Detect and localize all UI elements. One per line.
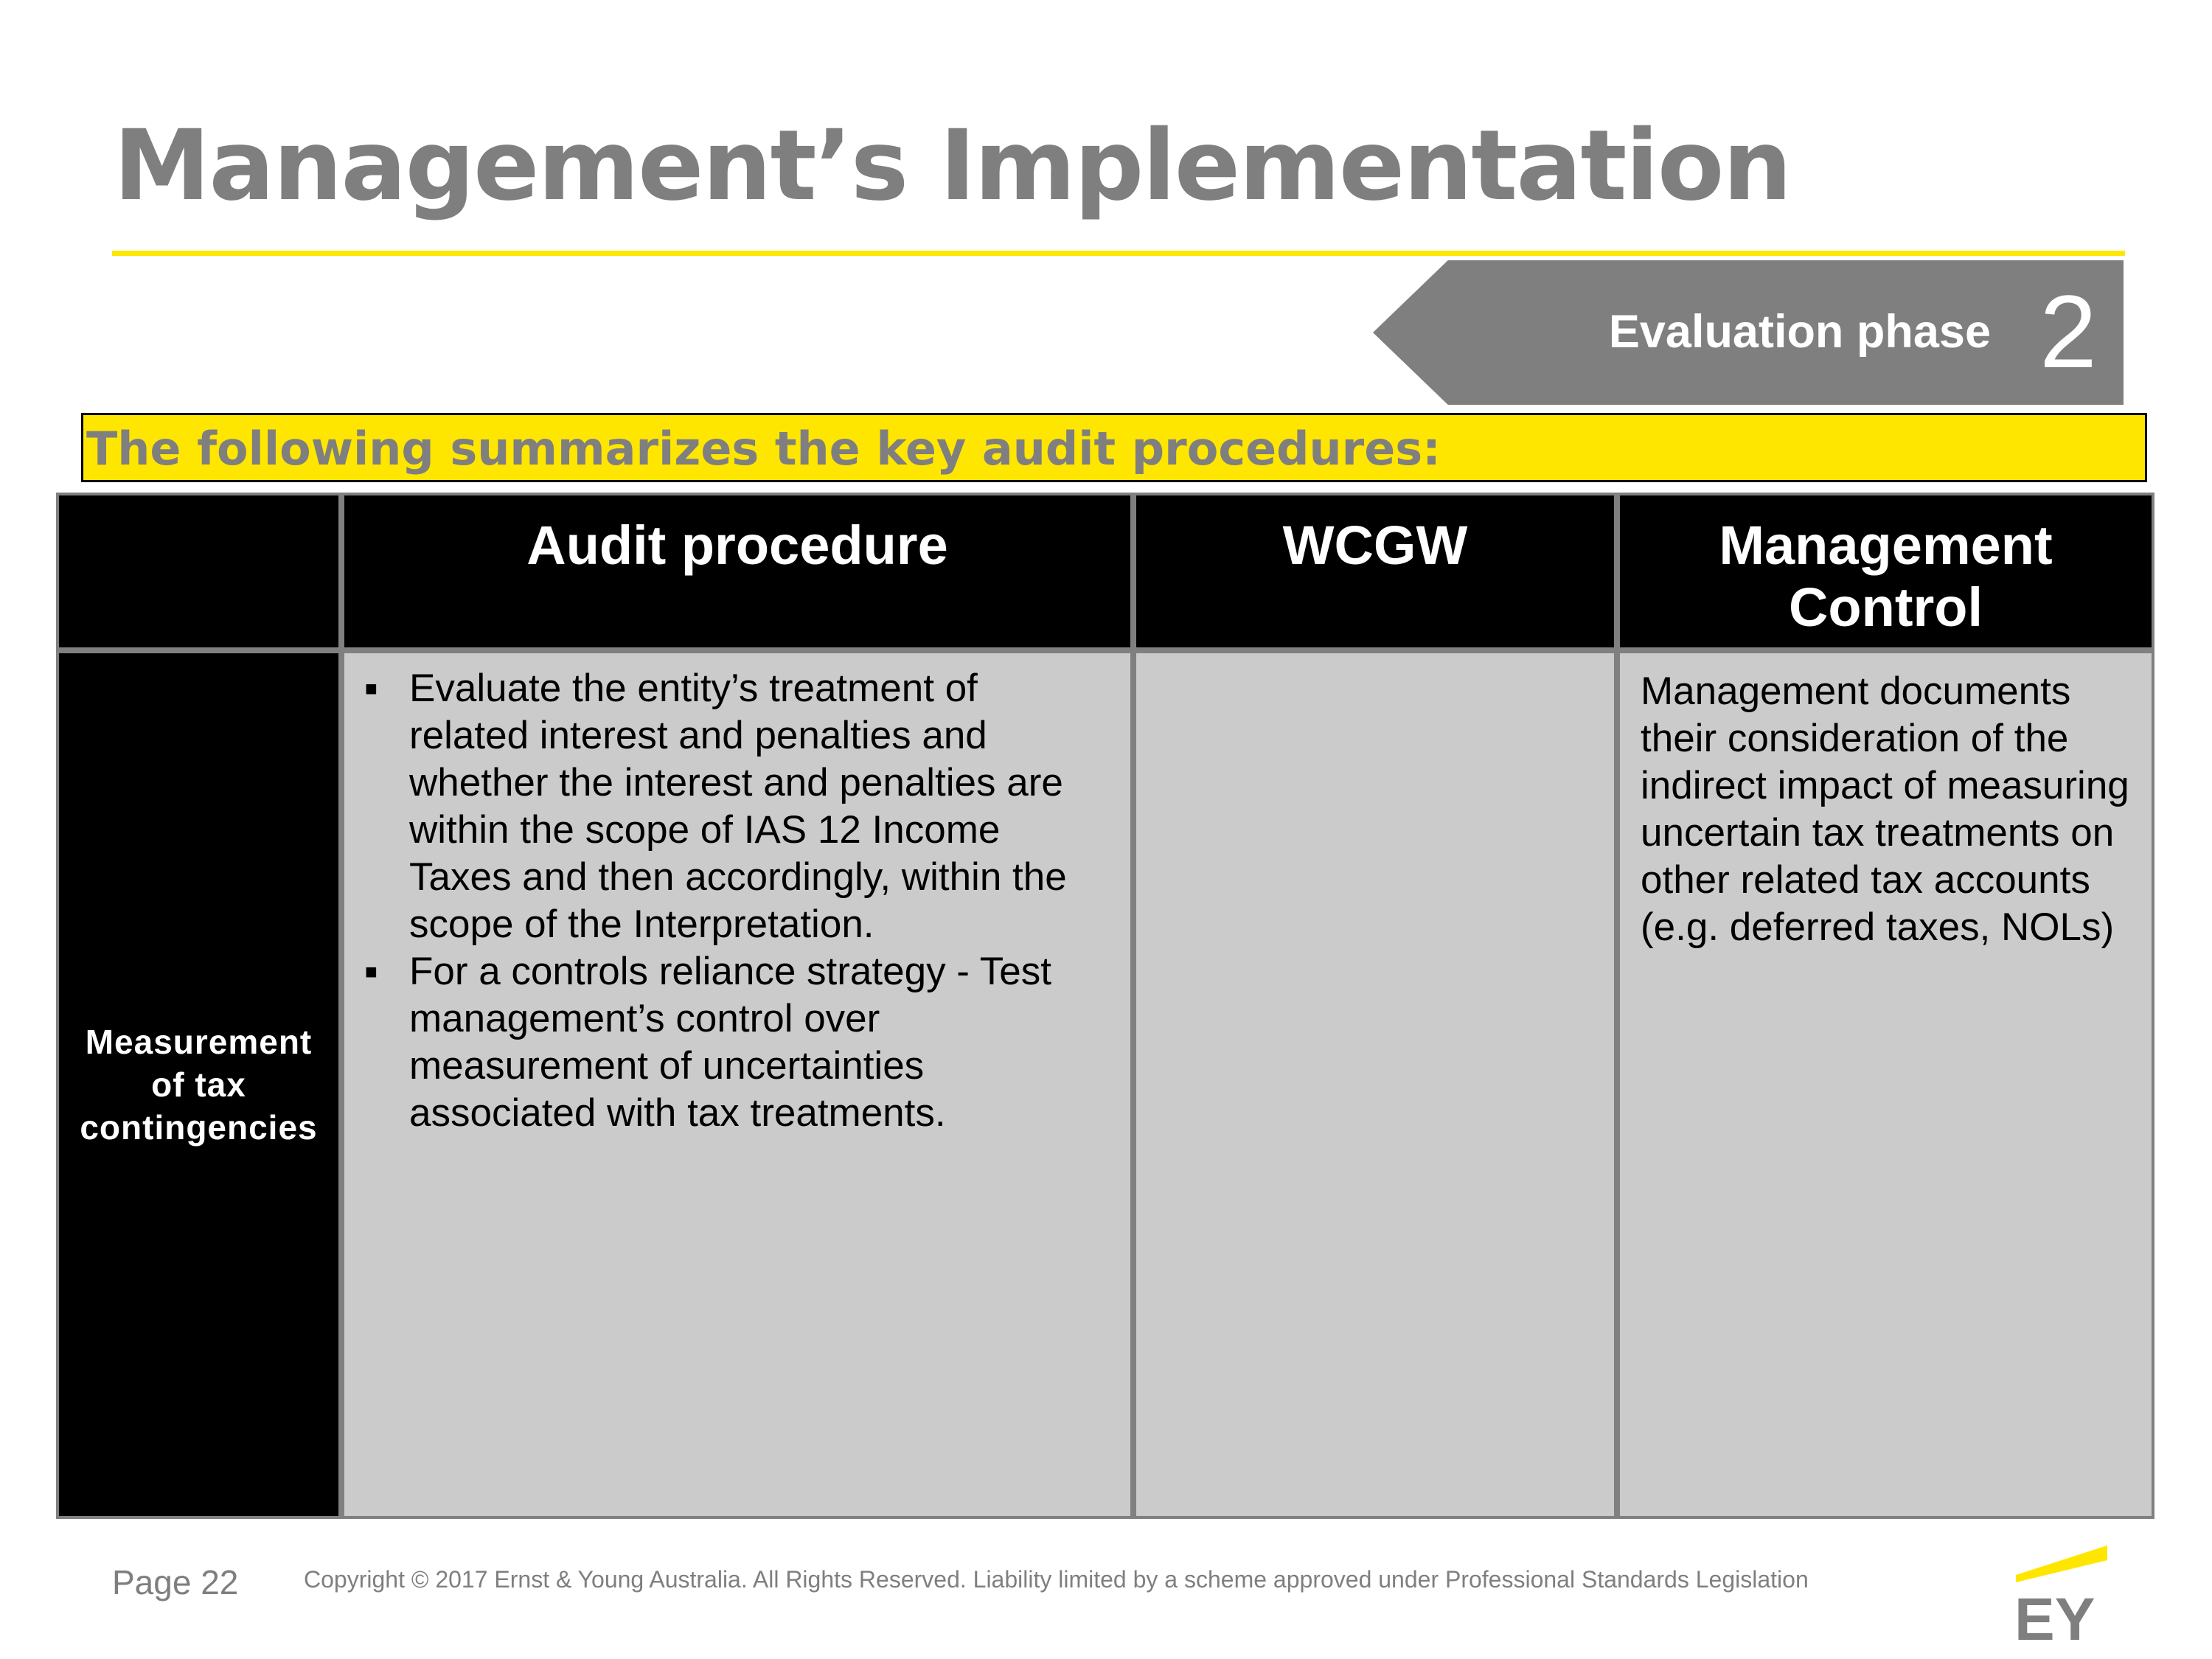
bullet-item [359,665,1101,948]
square-bullet-icon: ■ [365,677,378,700]
header-management-control-text: Management Control [1719,515,2053,638]
phase-label: Evaluation phase [1608,306,1991,358]
audit-procedures-table [56,493,2154,1519]
bullet-text: Evaluate the entity’s treatment of related interest and penalties and whether the interest and penalties are within the scope of IAS 12 Income Taxes and then accordingly, within the scope of the Interpretation. [409,667,1067,946]
row-label-cell [56,650,341,1519]
bullet-text: For a controls reliance strategy - Test management’s control over measurement of uncertainties associated with tax treatments. [409,950,1051,1135]
row-label-line: of tax [151,1065,246,1104]
square-bullet-icon: ■ [365,960,378,983]
ey-logo-text: EY [2014,1586,2096,1644]
header-cell-wcgw: WCGW [1133,493,1617,650]
header-cell-blank [56,493,341,650]
management-control-cell: Management documents their consideration of the indirect impact of measuring uncertain tax treatments on other related tax accounts (e.g. deferred taxes, NOLs) [1617,650,2154,1519]
header-cell-audit-procedure: Audit procedure [341,493,1133,650]
phase-number: 2 [2039,274,2097,389]
page-number: Page 22 [112,1563,239,1601]
copyright-text: Copyright © 2017 Ernst & Young Australia. All Rights Reserved. Liability limited by a scheme approved under Professional Standards Legislation [304,1566,1809,1593]
bullet-item [359,948,1101,1137]
wcgw-cell [1133,650,1617,1519]
row-label-line: contingencies [80,1108,318,1147]
summary-banner [81,413,2147,482]
ey-logo [2011,1541,2137,1644]
summary-banner-text: The following summarizes the key audit procedures: [86,422,1441,476]
ey-logo-beam [2016,1545,2107,1582]
audit-procedure-cell [341,650,1133,1519]
header-cell-management-control [1617,493,2154,650]
title-underline [112,251,2125,256]
slide-title: Management’s Implementation [114,109,1791,223]
row-label-line: Measurement [85,1023,313,1061]
